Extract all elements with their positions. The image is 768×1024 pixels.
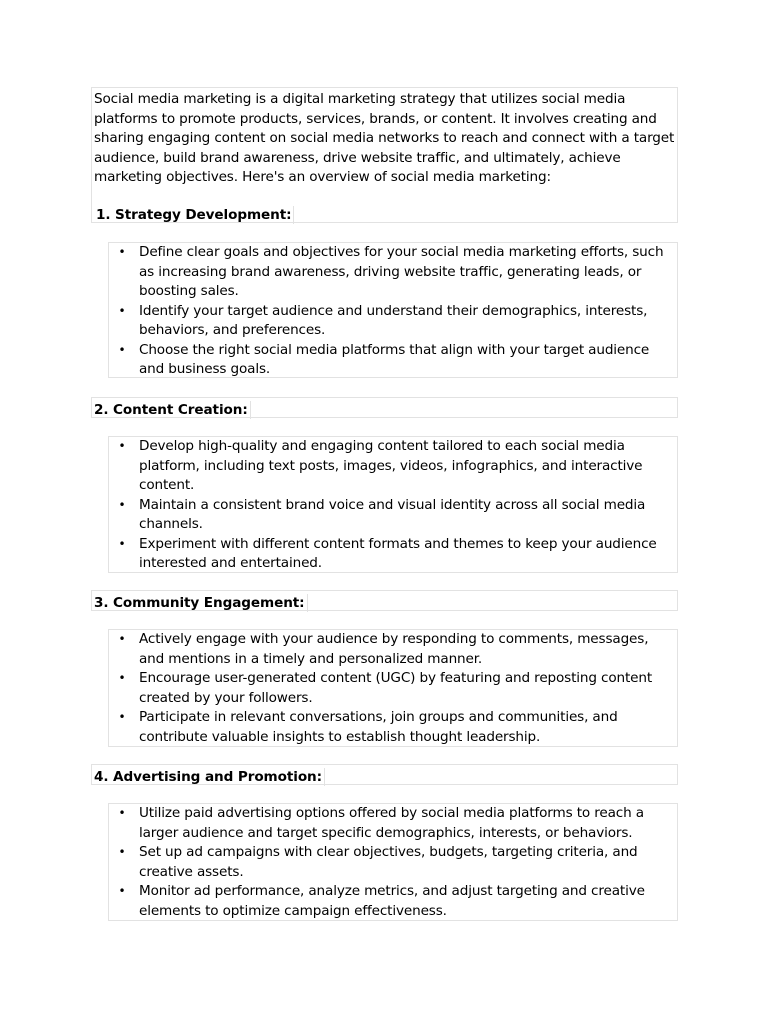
list-item-text: Define clear goals and objectives for your social media marketing efforts, such as increasing brand awareness, driving website traffic, generating leads, or boosting sales. bbox=[139, 244, 664, 299]
bullet-icon: • bbox=[118, 497, 126, 512]
bullet-list-box bbox=[108, 629, 678, 747]
bullet-icon: • bbox=[118, 245, 126, 259]
section-heading: 3. Community Engagement: bbox=[92, 594, 308, 612]
list-item bbox=[109, 341, 677, 380]
section-heading-box bbox=[91, 590, 678, 611]
section-heading-row bbox=[94, 206, 675, 226]
list-item-text: Participate in relevant conversations, join groups and communities, and contribute valuable insights to establish thought leadership. bbox=[139, 709, 618, 745]
list-item bbox=[109, 302, 677, 341]
list-item-text: Encourage user-generated content (UGC) by featuring and reposting content created by your followers. bbox=[139, 670, 653, 706]
list-item-text: Maintain a consistent brand voice and visual identity across all social media channels. bbox=[139, 496, 646, 532]
bullet-list bbox=[109, 804, 677, 921]
list-item bbox=[109, 669, 677, 708]
list-item-text: Set up ad campaigns with clear objectives, budgets, targeting criteria, and creative assets. bbox=[139, 844, 638, 880]
list-item-text: Choose the right social media platforms that align with your target audience and business goals. bbox=[139, 341, 650, 377]
bullet-list bbox=[109, 437, 677, 574]
list-item bbox=[109, 535, 677, 574]
section-heading: 2. Content Creation: bbox=[92, 401, 251, 419]
bullet-icon: • bbox=[118, 536, 126, 551]
list-item-text: Develop high-quality and engaging content tailored to each social media platform, including text posts, images, videos, infographics, and interactive content. bbox=[139, 438, 643, 493]
bullet-list-box bbox=[108, 803, 678, 921]
list-item bbox=[109, 437, 677, 496]
bullet-icon: • bbox=[118, 884, 126, 898]
list-item-text: Identify your target audience and understand their demographics, interests, behaviors, and preferences. bbox=[139, 302, 648, 338]
section-heading-box bbox=[91, 764, 678, 785]
bullet-icon: • bbox=[118, 806, 126, 820]
list-item bbox=[109, 243, 677, 302]
bullet-list-box bbox=[108, 242, 678, 378]
section-heading-box bbox=[91, 397, 678, 418]
list-item bbox=[109, 843, 677, 882]
bullet-icon: • bbox=[118, 303, 126, 318]
bullet-icon: • bbox=[118, 632, 126, 646]
list-item bbox=[109, 496, 677, 535]
bullet-icon: • bbox=[118, 342, 126, 357]
bullet-list-box bbox=[108, 436, 678, 573]
bullet-list bbox=[109, 630, 677, 747]
list-item-text: Monitor ad performance, analyze metrics, and adjust targeting and creative elements to optimize campaign effectiveness. bbox=[139, 883, 645, 919]
section-heading: 1. Strategy Development: bbox=[94, 206, 294, 224]
list-item bbox=[109, 804, 677, 843]
intro-paragraph: Social media marketing is a digital marketing strategy that utilizes social media platforms to promote products, services, brands, or content. It involves creating and sharing engaging content on social media networks to reach and connect with a target audience, build brand awareness, drive website traffic, and ultimately, achieve marketing objectives. Here's an overview of social media marketing: bbox=[94, 91, 675, 185]
section-heading: 4. Advertising and Promotion: bbox=[92, 768, 325, 786]
list-item-text: Actively engage with your audience by responding to comments, messages, and mentions in a timely and personalized manner. bbox=[139, 631, 649, 667]
list-item-text: Utilize paid advertising options offered by social media platforms to reach a larger audience and target specific demographics, interests, or behaviors. bbox=[139, 805, 644, 841]
list-item bbox=[109, 882, 677, 921]
bullet-icon: • bbox=[118, 710, 126, 724]
bullet-icon: • bbox=[118, 439, 126, 453]
bullet-icon: • bbox=[118, 671, 126, 685]
bullet-list bbox=[109, 243, 677, 380]
intro-block bbox=[91, 87, 678, 223]
list-item-text: Experiment with different content formats and themes to keep your audience interested and entertained. bbox=[139, 535, 657, 571]
list-item bbox=[109, 708, 677, 747]
list-item bbox=[109, 630, 677, 669]
bullet-icon: • bbox=[118, 845, 126, 859]
